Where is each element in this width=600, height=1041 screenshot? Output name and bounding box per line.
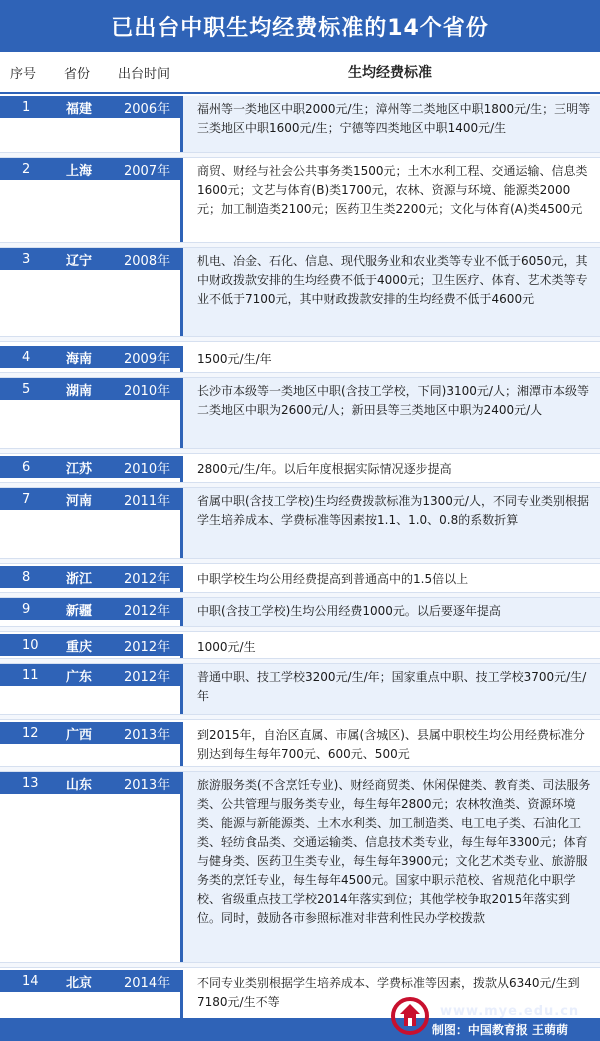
column-header-province: 省份 (64, 66, 91, 82)
row-province: 海南 (66, 351, 93, 367)
row-label-bar (0, 346, 180, 368)
row-year: 2006年 (124, 101, 171, 117)
footer-bar (0, 1018, 600, 1041)
row-seq: 8 (22, 569, 31, 585)
row-label-bar (0, 456, 180, 478)
row-label-bar (0, 248, 180, 270)
row-seq: 12 (22, 725, 39, 741)
row-seq: 9 (22, 601, 31, 617)
row-label-bar (0, 634, 180, 656)
row-label-bar (0, 96, 180, 118)
row-standard: 1000元/生 (180, 634, 600, 658)
row-label-bar (0, 664, 180, 686)
row-standard: 不同专业类别根据学生培养成本、学费标准等因素，拨款从6340元/生到7180元/生不等 (180, 970, 600, 1018)
row-year: 2014年 (124, 975, 171, 991)
row-seq: 13 (22, 775, 39, 791)
row-province: 广西 (66, 727, 93, 743)
row-standard: 商贸、财经与社会公共事务类1500元；土木水利工程、交通运输、信息类1600元；文艺与体育(B)类1700元，农林、资源与环境、能源类2000元；加工制造类2100元；医药卫生类2200元；文化与体育(A)类4500元 (180, 158, 600, 242)
row-seq: 7 (22, 491, 31, 507)
row-divider (0, 558, 600, 564)
row-province: 重庆 (66, 639, 93, 655)
row-year: 2011年 (124, 493, 171, 509)
row-divider (0, 336, 600, 342)
row-divider (0, 714, 600, 720)
row-seq: 11 (22, 667, 39, 683)
credit-text: 制图：中国教育报 王萌萌 (431, 1023, 568, 1037)
row-seq: 1 (22, 99, 31, 115)
row-divider (0, 962, 600, 968)
row-standard: 2800元/生/年。以后年度根据实际情况逐步提高 (180, 456, 600, 482)
column-header-year: 出台时间 (118, 66, 171, 82)
table-row (0, 566, 600, 592)
row-province: 浙江 (66, 571, 93, 587)
table-row (0, 346, 600, 372)
row-province: 湖南 (66, 383, 93, 399)
table-row (0, 598, 600, 626)
table-row (0, 722, 600, 768)
row-year: 2013年 (124, 777, 171, 793)
row-standard: 普通中职、技工学校3200元/生/年；国家重点中职、技工学校3700元/生/年 (180, 664, 600, 714)
row-seq: 2 (22, 161, 31, 177)
row-province: 广东 (66, 669, 93, 685)
row-year: 2012年 (124, 603, 171, 619)
row-province: 上海 (66, 163, 93, 179)
row-standard: 机电、冶金、石化、信息、现代服务业和农业类等专业不低于6050元，其中财政拨款安排的生均经费不低于4000元；卫生医疗、体育、艺术类等专业不低于7100元，其中财政拨款安排的生均经费不低于4600元 (180, 248, 600, 336)
row-seq: 4 (22, 349, 31, 365)
row-standard: 旅游服务类(不含烹饪专业)、财经商贸类、休闲保健类、教育类、司法服务类、公共管理与服务类专业，每生每年2800元；农林牧渔类、资源环境类、能源与新能源类、土木水利类、加工制造类、电工电子类、石油化工类、轻纺食品类、交通运输类、信息技术类专业，每生每年3300元；体育与健身类、医药卫生类专业，每生每年3900元；文化艺术类专业、旅游服务类的烹饪专业，每生每年4500元。国家中职示范校、省规范化中职学校、省级重点技工学校2014年落实到位；其他学校争取2015年落实到位。同时，鼓励各市参照标准对非营利性民办学校拨款 (180, 772, 600, 962)
row-province: 山东 (66, 777, 93, 793)
row-year: 2008年 (124, 253, 171, 269)
row-divider (0, 448, 600, 454)
row-province: 河南 (66, 493, 93, 509)
row-province: 新疆 (66, 603, 93, 619)
table-row (0, 634, 600, 658)
row-year: 2009年 (124, 351, 171, 367)
column-header-seq: 序号 (10, 66, 37, 82)
table-row (0, 158, 600, 242)
table-row (0, 248, 600, 336)
row-divider (0, 626, 600, 632)
row-label-bar (0, 158, 180, 180)
row-province: 福建 (66, 101, 93, 117)
table-row (0, 772, 600, 962)
row-year: 2012年 (124, 571, 171, 587)
watermark-logo-icon (390, 996, 430, 1036)
row-province: 辽宁 (66, 253, 93, 269)
row-standard: 中职(含技工学校)生均公用经费1000元。以后要逐年提高 (180, 598, 600, 626)
table-row (0, 456, 600, 482)
watermark-url: www.mye.edu.cn (440, 1004, 580, 1019)
row-standard: 中职学校生均公用经费提高到普通高中的1.5倍以上 (180, 566, 600, 592)
row-province: 北京 (66, 975, 93, 991)
table-row (0, 488, 600, 558)
page-title: 已出台中职生均经费标准的14个省份 (0, 0, 600, 52)
table-row (0, 664, 600, 714)
row-seq: 3 (22, 251, 31, 267)
row-seq: 10 (22, 637, 39, 653)
row-standard: 1500元/生/年 (180, 346, 600, 372)
row-seq: 14 (22, 973, 39, 989)
row-province: 江苏 (66, 461, 93, 477)
row-year: 2012年 (124, 669, 171, 685)
row-label-bar (0, 378, 180, 400)
table-row (0, 96, 600, 152)
row-standard: 省属中职(含技工学校)生均经费拨款标准为1300元/人，不同专业类别根据学生培养成本、学费标准等因素按1.1、1.0、0.8的系数折算 (180, 488, 600, 558)
table-header (0, 52, 600, 94)
row-standard: 福州等一类地区中职2000元/生；漳州等二类地区中职1800元/生；三明等三类地区中职1600元/生；宁德等四类地区中职1400元/生 (180, 96, 600, 152)
row-year: 2010年 (124, 461, 171, 477)
row-seq: 6 (22, 459, 31, 475)
row-year: 2010年 (124, 383, 171, 399)
row-label-bar (0, 598, 180, 620)
row-standard: 到2015年，自治区直属、市属(含城区)、县属中职校生均公用经费标准分别达到每生每年700元、600元、500元 (180, 722, 600, 768)
row-label-bar (0, 772, 180, 794)
row-year: 2012年 (124, 639, 171, 655)
row-seq: 5 (22, 381, 31, 397)
row-year: 2013年 (124, 727, 171, 743)
column-header-standard: 生均经费标准 (348, 65, 432, 81)
row-year: 2007年 (124, 163, 171, 179)
table-row (0, 378, 600, 448)
row-standard: 长沙市本级等一类地区中职(含技工学校，下同)3100元/人；湘潭市本级等二类地区中职为2600元/人；新田县等三类地区中职为2400元/人 (180, 378, 600, 448)
row-label-bar (0, 566, 180, 588)
row-label-bar (0, 970, 180, 992)
row-label-bar (0, 722, 180, 744)
row-label-bar (0, 488, 180, 510)
